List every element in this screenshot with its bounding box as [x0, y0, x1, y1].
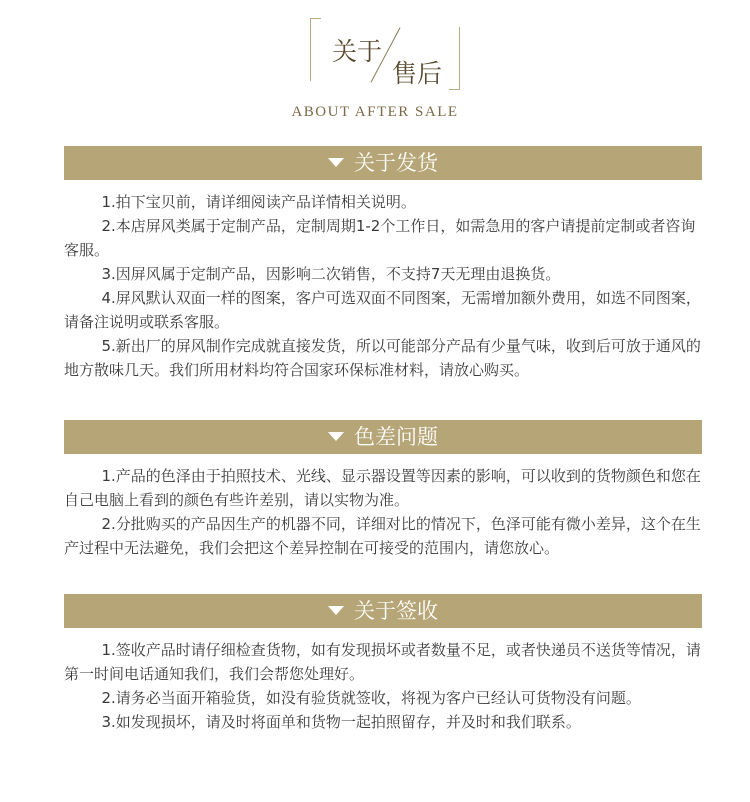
chevron-down-icon [328, 606, 344, 615]
paragraph: 1.签收产品时请仔细检查货物，如有发现损坏或者数量不足，或者快递员不送货等情况，请第一时间电话通知我们，我们会帮您处理好。 [64, 641, 701, 683]
paragraph: 3.如发现损坏，请及时将面单和货物一起拍照留存，并及时和我们联系。 [101, 713, 581, 731]
chevron-down-icon [328, 158, 344, 167]
logo-corner-top-left [310, 18, 321, 81]
about-after-sale-logo [310, 18, 460, 90]
paragraph: 2.分批购买的产品因生产的机器不同，详细对比的情况下，色泽可能有微小差异，这个在生产过程中无法避免，我们会把这个差异控制在可接受的范围内，请您放心。 [64, 515, 701, 557]
section-title: 关于发货 [354, 151, 438, 175]
section-header-receipt [64, 594, 702, 628]
section-header-shipping [64, 146, 702, 180]
logo-title-part1: 关于 [332, 37, 383, 66]
section-header-color-difference [64, 420, 702, 454]
paragraph: 1.产品的色泽由于拍照技术、光线、显示器设置等因素的影响，可以收到的货物颜色和您在自己电脑上看到的颜色有些许差别，请以实物为准。 [64, 467, 701, 509]
paragraph: 2.请务必当面开箱验货，如没有验货就签收，将视为客户已经认可货物没有问题。 [101, 689, 641, 707]
paragraph: 1.拍下宝贝前，请详细阅读产品详情相关说明。 [101, 193, 416, 211]
paragraph: 3.因屏风属于定制产品，因影响二次销售，不支持7天无理由退换货。 [101, 265, 561, 283]
section-body-color-difference [64, 464, 704, 560]
paragraph: 4.屏风默认双面一样的图案，客户可选双面不同图案，无需增加额外费用，如选不同图案，请备注说明或联系客服。 [64, 289, 701, 331]
paragraph: 5.新出厂的屏风制作完成就直接发货，所以可能部分产品有少量气味，收到后可放于通风的地方散味几天。我们所用材料均符合国家环保标准材料，请放心购买。 [64, 337, 701, 379]
section-title: 关于签收 [354, 599, 438, 623]
page-subtitle: ABOUT AFTER SALE [291, 104, 459, 120]
chevron-down-icon [328, 432, 344, 441]
logo-corner-bottom-right [449, 27, 460, 90]
section-body-shipping [64, 190, 704, 382]
logo-title-part2: 售后 [392, 59, 443, 88]
section-body-receipt [64, 638, 704, 734]
section-title: 色差问题 [354, 425, 438, 449]
paragraph: 2.本店屏风类属于定制产品，定制周期1-2个工作日，如需急用的客户请提前定制或者咨询客服。 [64, 217, 696, 259]
